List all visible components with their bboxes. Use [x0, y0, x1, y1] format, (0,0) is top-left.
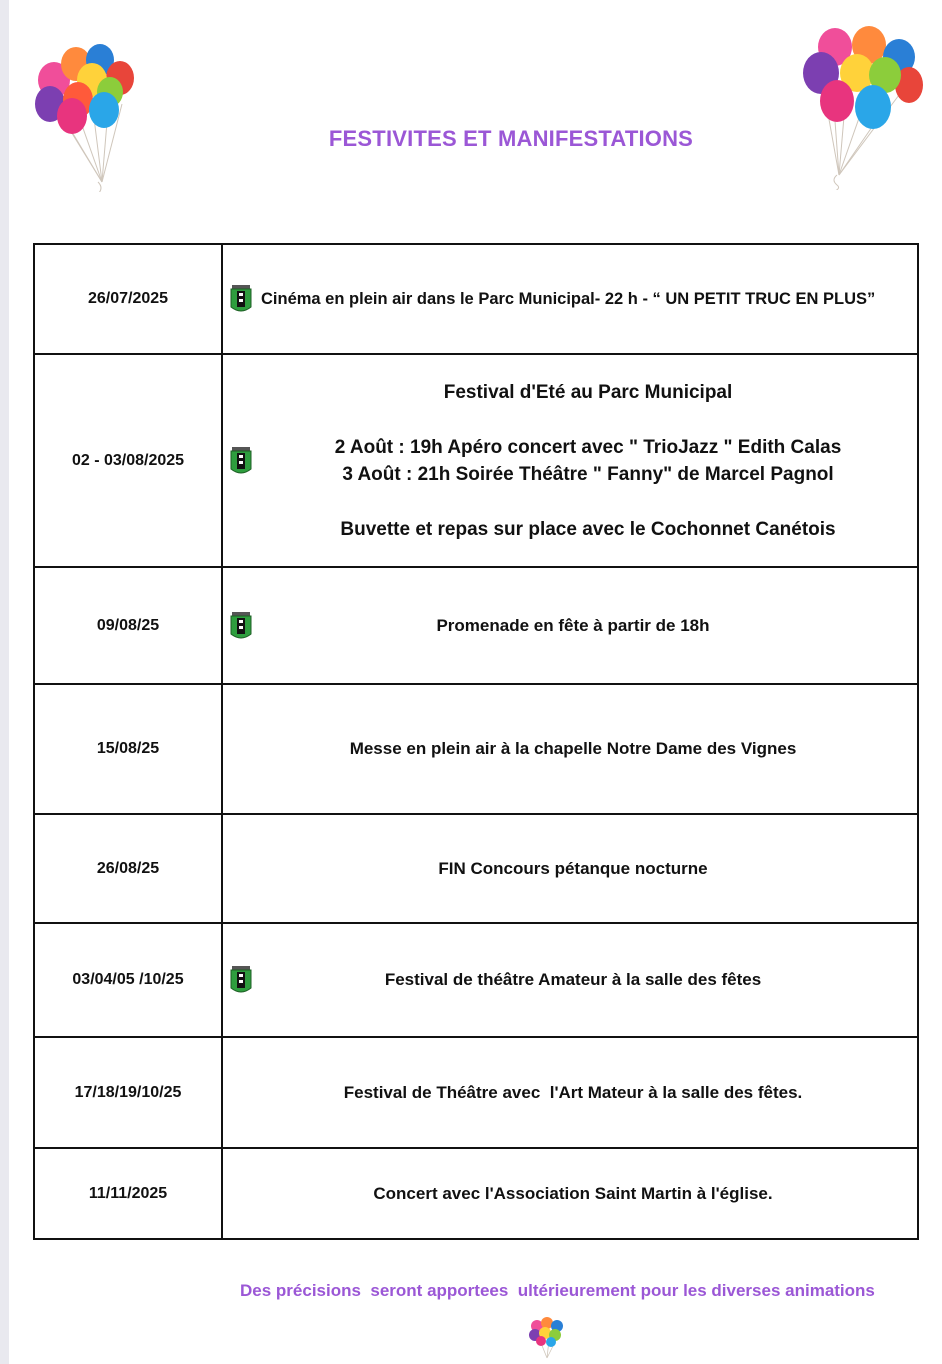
event-line: 3 Août : 21h Soirée Théâtre " Fanny" de Marcel Pagnol [342, 463, 834, 485]
events-table [33, 243, 919, 1240]
event-date: 09/08/25 [34, 567, 222, 684]
event-line: Buvette et repas sur place avec le Cochonnet Canétois [340, 518, 836, 540]
table-row [34, 923, 918, 1037]
town-crest-icon [229, 964, 253, 996]
balloons-icon [795, 25, 925, 190]
event-description-cell [222, 244, 918, 354]
balloons-icon [527, 1316, 569, 1362]
balloons-icon [30, 42, 140, 192]
event-text: FIN Concours pétanque nocturne [438, 858, 708, 878]
table-row [34, 814, 918, 923]
event-date: 26/08/25 [34, 814, 222, 923]
table-row [34, 354, 918, 567]
table-row [34, 1148, 918, 1239]
event-date: 02 - 03/08/2025 [34, 354, 222, 567]
event-text: Festival de Théâtre avec l'Art Mateur à la salle des fêtes. [343, 1082, 803, 1102]
event-date: 11/11/2025 [34, 1148, 222, 1239]
event-heading: Festival d'Eté au Parc Municipal [443, 381, 733, 403]
table-row [34, 244, 918, 354]
event-description-cell [222, 923, 918, 1037]
page-edge-strip [0, 0, 9, 1364]
table-row [34, 1037, 918, 1148]
footer-note: Des précisions seront apportees ultérieurement pour les diverses animations [240, 1281, 875, 1300]
event-date: 17/18/19/10/25 [34, 1037, 222, 1148]
event-text: Festival de théâtre Amateur à la salle des fêtes [384, 970, 762, 989]
event-description-cell [222, 354, 918, 567]
event-description-cell [222, 1037, 918, 1148]
event-date: 26/07/2025 [34, 244, 222, 354]
town-crest-icon [229, 445, 253, 477]
table-row [34, 684, 918, 814]
event-text: Cinéma en plein air dans le Parc Municipal- 22 h - “ UN PETIT TRUC EN PLUS” [261, 290, 876, 308]
town-crest-icon [229, 610, 253, 642]
table-row [34, 567, 918, 684]
event-date: 03/04/05 /10/25 [34, 923, 222, 1037]
event-text: Messe en plein air à la chapelle Notre Dame des Vignes [349, 739, 797, 758]
event-date: 15/08/25 [34, 684, 222, 814]
event-text: Promenade en fête à partir de 18h [436, 615, 710, 635]
event-description-cell [222, 814, 918, 923]
event-description-cell [222, 684, 918, 814]
page-title: FESTIVITES ET MANIFESTATIONS [328, 126, 694, 151]
event-description-cell [222, 1148, 918, 1239]
town-crest-icon [229, 283, 253, 315]
event-text: Concert avec l'Association Saint Martin à l'église. [373, 1183, 773, 1203]
event-description-cell [222, 567, 918, 684]
event-line: 2 Août : 19h Apéro concert avec " TrioJazz " Edith Calas [334, 436, 842, 458]
